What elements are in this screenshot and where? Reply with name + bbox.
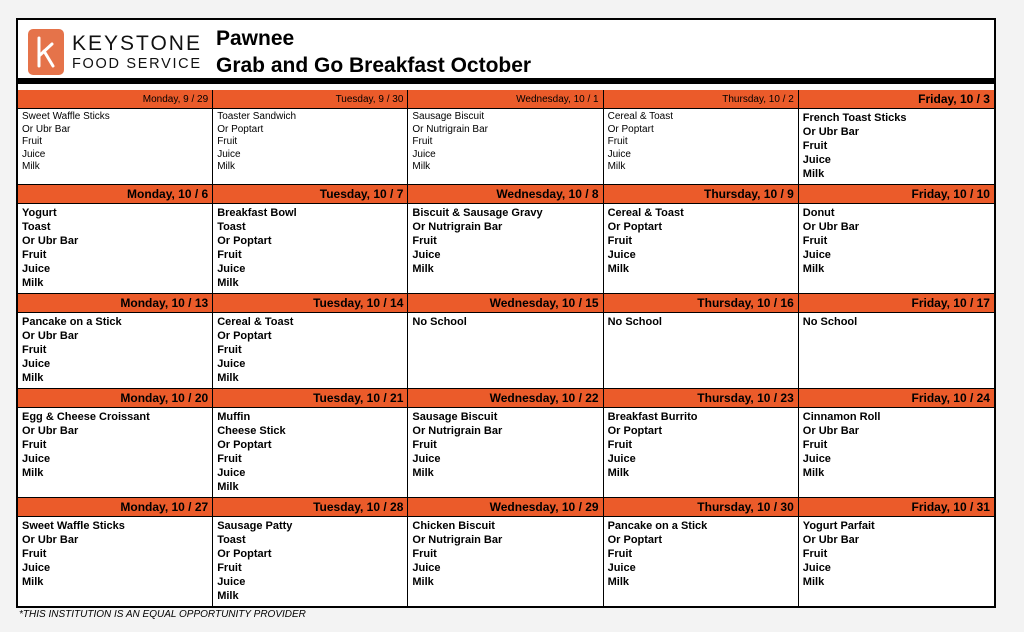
menu-item: Or Poptart <box>217 123 264 135</box>
district-name: Pawnee <box>216 27 295 50</box>
menu-item: Yogurt Parfait <box>802 520 875 532</box>
menu-item: Or Poptart <box>217 330 272 342</box>
day-date-header: Thursday, 10 / 16 <box>604 294 798 313</box>
day-date-header: Tuesday, 10 / 7 <box>213 185 407 204</box>
day-cell <box>604 389 799 498</box>
menu-item: Or Ubr Bar <box>22 425 79 437</box>
day-date-header: Tuesday, 10 / 14 <box>213 294 407 313</box>
menu-item: Juice <box>607 148 631 160</box>
day-cell <box>799 90 994 185</box>
day-date-header: Friday, 10 / 3 <box>799 90 994 109</box>
week-row <box>18 90 994 185</box>
day-date-header: Friday, 10 / 17 <box>799 294 994 313</box>
menu-item: Or Poptart <box>607 123 654 135</box>
day-cell <box>213 90 408 185</box>
day-date-header: Thursday, 10 / 23 <box>604 389 798 408</box>
menu-items <box>408 408 602 497</box>
day-cell <box>604 294 799 389</box>
menu-item: Or Poptart <box>217 439 272 451</box>
day-cell <box>604 185 799 294</box>
menu-item: Fruit <box>607 439 633 451</box>
brand-name-line1: KEYSTONE <box>72 31 202 55</box>
menu-item: Milk <box>607 576 629 588</box>
menu-item: Sausage Patty <box>217 520 293 532</box>
menu-items <box>799 408 994 497</box>
day-cell <box>213 294 408 389</box>
menu-item: Milk <box>412 576 434 588</box>
day-date-header: Monday, 10 / 6 <box>18 185 212 204</box>
menu-item: Milk <box>217 590 239 602</box>
menu-item: Fruit <box>217 562 242 574</box>
menu-item: Sweet Waffle Sticks <box>22 111 110 122</box>
menu-item: Or Poptart <box>217 548 272 560</box>
keystone-logo <box>28 27 206 77</box>
menu-item: Juice <box>412 148 436 160</box>
day-cell <box>408 185 603 294</box>
menu-item: Juice <box>802 249 831 261</box>
menu-calendar-grid <box>18 90 994 607</box>
menu-item: Cinnamon Roll <box>802 411 881 423</box>
menu-items <box>408 109 602 184</box>
day-cell <box>18 498 213 607</box>
week-row <box>18 294 994 389</box>
menu-item: Cereal & Toast <box>607 111 673 122</box>
menu-item: Milk <box>412 161 431 172</box>
menu-items <box>18 517 212 606</box>
day-date-header: Monday, 10 / 27 <box>18 498 212 517</box>
menu-item: Juice <box>607 453 636 465</box>
menu-item: Juice <box>217 148 241 160</box>
menu-item: Or Nutrigrain Bar <box>412 221 503 233</box>
menu-item: Or Poptart <box>607 425 662 437</box>
menu-item: Milk <box>607 161 626 172</box>
menu-item: Sausage Biscuit <box>412 111 485 122</box>
day-cell <box>408 498 603 607</box>
menu-item: Milk <box>607 467 629 479</box>
menu-item: Juice <box>22 358 51 370</box>
menu-item: Fruit <box>22 249 47 261</box>
menu-item: Fruit <box>217 136 238 147</box>
day-date-header: Monday, 10 / 20 <box>18 389 212 408</box>
menu-items <box>799 204 994 293</box>
day-cell <box>18 90 213 185</box>
menu-item: Or Ubr Bar <box>802 221 860 233</box>
day-date-header: Thursday, 10 / 30 <box>604 498 798 517</box>
day-date-header: Wednesday, 10 / 1 <box>408 90 602 109</box>
menu-items <box>18 109 212 184</box>
menu-item: Milk <box>217 372 239 384</box>
day-date-header: Tuesday, 10 / 28 <box>213 498 407 517</box>
menu-item: Milk <box>607 263 629 275</box>
menu-item: Or Ubr Bar <box>22 534 79 546</box>
menu-items <box>604 109 798 184</box>
menu-item: Or Ubr Bar <box>22 123 71 135</box>
menu-item: Juice <box>412 453 441 465</box>
menu-item: Juice <box>802 453 831 465</box>
menu-item: Fruit <box>607 548 633 560</box>
menu-item: Juice <box>412 249 441 261</box>
week-row <box>18 389 994 498</box>
day-date-header: Monday, 10 / 13 <box>18 294 212 313</box>
menu-item: Breakfast Burrito <box>607 411 698 423</box>
menu-items <box>799 313 994 388</box>
menu-item: Milk <box>802 168 825 180</box>
menu-items <box>18 313 212 388</box>
menu-item: No School <box>607 316 662 328</box>
menu-items <box>408 204 602 293</box>
menu-item: Fruit <box>22 439 47 451</box>
menu-items <box>799 517 994 606</box>
equal-opportunity-note: *THIS INSTITUTION IS AN EQUAL OPPORTUNITY PROVIDER <box>19 609 306 620</box>
menu-item: Juice <box>412 562 441 574</box>
menu-item: Fruit <box>802 548 828 560</box>
day-date-header: Thursday, 10 / 2 <box>604 90 798 109</box>
letter-k-icon <box>34 35 58 69</box>
menu-item: Toaster Sandwich <box>217 111 297 122</box>
menu-item: Cheese Stick <box>217 425 286 437</box>
menu-item: Toast <box>22 221 51 233</box>
menu-item: Juice <box>22 453 51 465</box>
day-date-header: Thursday, 10 / 9 <box>604 185 798 204</box>
menu-item: Or Ubr Bar <box>802 425 860 437</box>
day-cell <box>408 294 603 389</box>
menu-item: Fruit <box>22 548 47 560</box>
menu-item: Or Ubr Bar <box>22 330 79 342</box>
menu-item: Juice <box>607 249 636 261</box>
menu-item: No School <box>412 316 467 328</box>
day-date-header: Tuesday, 9 / 30 <box>213 90 407 109</box>
menu-item: Milk <box>217 277 239 289</box>
day-cell <box>408 389 603 498</box>
day-date-header: Tuesday, 10 / 21 <box>213 389 407 408</box>
menu-item: Fruit <box>607 235 633 247</box>
menu-item: Sweet Waffle Sticks <box>22 520 125 532</box>
day-date-header: Wednesday, 10 / 22 <box>408 389 602 408</box>
day-cell <box>799 294 994 389</box>
menu-items <box>213 313 407 388</box>
day-cell <box>18 389 213 498</box>
menu-sheet <box>16 18 996 608</box>
menu-item: Pancake on a Stick <box>22 316 122 328</box>
day-cell <box>799 389 994 498</box>
menu-items <box>604 204 798 293</box>
day-cell <box>604 90 799 185</box>
menu-item: Cereal & Toast <box>217 316 294 328</box>
menu-item: Fruit <box>22 344 47 356</box>
menu-items <box>18 408 212 497</box>
menu-items <box>213 204 407 293</box>
menu-item: Or Nutrigrain Bar <box>412 123 488 135</box>
day-date-header: Wednesday, 10 / 8 <box>408 185 602 204</box>
menu-items <box>604 313 798 388</box>
day-date-header: Friday, 10 / 31 <box>799 498 994 517</box>
menu-item: Juice <box>802 562 831 574</box>
menu-item: Milk <box>22 467 44 479</box>
menu-item: Or Ubr Bar <box>802 126 860 138</box>
menu-item: Milk <box>802 467 825 479</box>
menu-items <box>408 313 602 388</box>
menu-item: Milk <box>217 161 235 172</box>
day-date-header: Monday, 9 / 29 <box>18 90 212 109</box>
menu-item: Juice <box>217 358 246 370</box>
menu-item: Fruit <box>22 136 42 147</box>
menu-item: Milk <box>22 372 44 384</box>
menu-item: Egg & Cheese Croissant <box>22 411 150 423</box>
menu-item: Toast <box>217 534 246 546</box>
menu-items <box>799 109 994 184</box>
menu-item: Or Poptart <box>217 235 272 247</box>
menu-item: Or Nutrigrain Bar <box>412 425 503 437</box>
day-date-header: Friday, 10 / 24 <box>799 389 994 408</box>
brand-name-line2: FOOD SERVICE <box>72 55 202 72</box>
menu-item: Fruit <box>412 235 437 247</box>
menu-item: Or Nutrigrain Bar <box>412 534 503 546</box>
menu-item: Yogurt <box>22 207 57 219</box>
menu-item: Or Ubr Bar <box>802 534 860 546</box>
menu-item: No School <box>802 316 858 328</box>
menu-item: Biscuit & Sausage Gravy <box>412 207 543 219</box>
menu-item: Juice <box>802 154 831 166</box>
menu-item: Milk <box>217 481 239 493</box>
menu-items <box>604 408 798 497</box>
menu-item: French Toast Sticks <box>802 112 907 124</box>
menu-item: Toast <box>217 221 246 233</box>
day-cell <box>408 90 603 185</box>
keystone-logo-icon <box>28 29 64 75</box>
menu-item: Fruit <box>802 439 828 451</box>
menu-item: Juice <box>217 576 246 588</box>
menu-item: Fruit <box>412 136 433 147</box>
day-date-header: Wednesday, 10 / 29 <box>408 498 602 517</box>
page-title: Grab and Go Breakfast October <box>216 54 532 77</box>
menu-item: Fruit <box>217 249 242 261</box>
menu-item: Donut <box>802 207 835 219</box>
menu-item: Muffin <box>217 411 251 423</box>
week-row <box>18 498 994 607</box>
menu-item: Juice <box>217 263 246 275</box>
menu-item: Milk <box>22 161 40 172</box>
menu-items <box>408 517 602 606</box>
menu-item: Or Ubr Bar <box>22 235 79 247</box>
menu-items <box>18 204 212 293</box>
menu-item: Milk <box>22 576 44 588</box>
menu-header <box>18 20 994 84</box>
menu-item: Milk <box>802 576 825 588</box>
menu-item: Fruit <box>412 548 437 560</box>
day-date-header: Friday, 10 / 10 <box>799 185 994 204</box>
day-cell <box>18 185 213 294</box>
day-cell <box>213 185 408 294</box>
menu-items <box>213 408 407 497</box>
week-row <box>18 185 994 294</box>
day-cell <box>799 185 994 294</box>
menu-item: Juice <box>607 562 636 574</box>
day-cell <box>213 498 408 607</box>
menu-item: Or Poptart <box>607 221 662 233</box>
menu-items <box>213 517 407 606</box>
menu-item: Juice <box>217 467 246 479</box>
menu-item: Cereal & Toast <box>607 207 684 219</box>
day-cell <box>799 498 994 607</box>
menu-item: Milk <box>802 263 825 275</box>
menu-item: Breakfast Bowl <box>217 207 297 219</box>
menu-item: Milk <box>412 467 434 479</box>
menu-item: Juice <box>22 263 51 275</box>
menu-item: Milk <box>412 263 434 275</box>
menu-items <box>213 109 407 184</box>
menu-item: Fruit <box>217 344 242 356</box>
menu-item: Fruit <box>802 140 828 152</box>
day-cell <box>213 389 408 498</box>
menu-item: Fruit <box>412 439 437 451</box>
menu-item: Milk <box>22 277 44 289</box>
day-cell <box>604 498 799 607</box>
menu-item: Pancake on a Stick <box>607 520 708 532</box>
day-cell <box>18 294 213 389</box>
day-date-header: Wednesday, 10 / 15 <box>408 294 602 313</box>
menu-item: Juice <box>22 562 51 574</box>
menu-item: Fruit <box>217 453 242 465</box>
menu-item: Or Poptart <box>607 534 662 546</box>
menu-item: Juice <box>22 148 46 160</box>
menu-item: Sausage Biscuit <box>412 411 498 423</box>
menu-item: Chicken Biscuit <box>412 520 495 532</box>
menu-items <box>604 517 798 606</box>
menu-item: Fruit <box>802 235 828 247</box>
menu-item: Fruit <box>607 136 628 147</box>
